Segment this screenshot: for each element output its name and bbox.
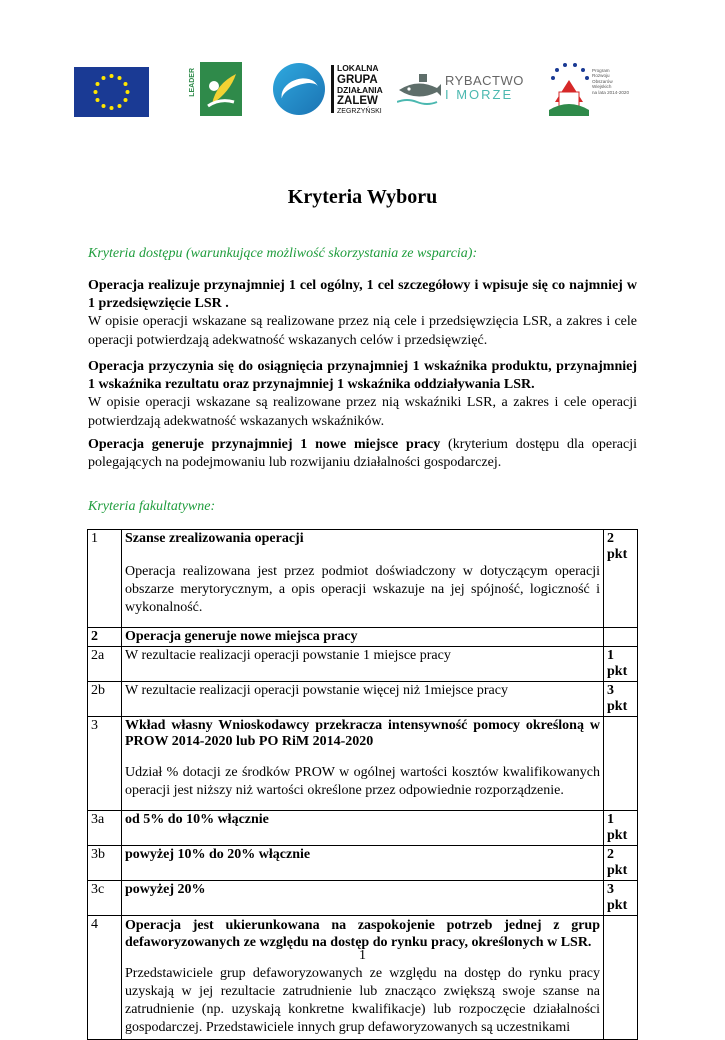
lgd-wave-icon <box>273 63 325 115</box>
prow-line3: Obszarów <box>592 78 613 84</box>
access-criterion-3-title: Operacja generuje przynajmniej 1 nowe miejsce pracy <box>88 437 441 452</box>
row-title: Szanse zrealizowania operacji <box>125 531 304 546</box>
row-points: 3 pkt <box>604 881 638 916</box>
row-text: powyżej 10% do 20% włącznie <box>122 846 604 881</box>
lgd-line1: LOKALNA <box>337 63 379 73</box>
row-description: Operacja realizowana jest przez podmiot doświadczony w dotyczącym operacji obszarze merytorycznym, a opis operacji wskazuje na jej spójność, logiczność i wykonalność. <box>125 564 600 615</box>
prow-line1: Program <box>592 68 610 73</box>
access-criterion-3-text: (kryterium dostępu dla operacji polegających na podejmowaniu lub rozwijaniu działalności gospodarczej. <box>88 437 637 471</box>
row-description: Przedstawiciele grup defaworyzowanych ze względu na dostęp do rynku pracy uzyskają w jej rezultacie zatrudnienie lub znacząco zwiększą swoje szanse na zatrudnienie (np. uzyskają konkretne kwalifikacje) lub rozpoczęcie działalności gospodarczej. Przedstawiciele innych grup defaworyzowanych są uczestnikami <box>125 966 600 1035</box>
row-number: 1 <box>88 530 122 628</box>
row-number: 3a <box>88 811 122 846</box>
row-points: 3 pkt <box>604 682 638 717</box>
optional-criteria-heading: Kryteria fakultatywne: <box>88 499 216 514</box>
row-points: 2 pkt <box>604 846 638 881</box>
lgd-line2: GRUPA <box>337 73 378 86</box>
row-number: 2a <box>88 647 122 682</box>
row-number: 3c <box>88 881 122 916</box>
rybactwo-line1: RYBACTWO <box>445 73 524 88</box>
table-row <box>88 682 638 717</box>
row-points: 1 pkt <box>604 647 638 682</box>
access-criterion-2 <box>88 358 637 431</box>
leader-logo <box>190 62 242 116</box>
row-description: Udział % dotacji ze środków PROW w ogólnej wartości kosztów kwalifikowanych operacji jest niższy niż wartości określone przez odpowiednie rozporządzenie. <box>125 765 600 798</box>
table-row <box>88 717 638 811</box>
row-title: Wkład własny Wnioskodawcy przekracza intensywność pomocy określoną w PROW 2014-2020 lub PO RiM 2014-2020 <box>125 718 600 749</box>
row-number: 3b <box>88 846 122 881</box>
eu-stars-icon <box>74 67 149 117</box>
access-criterion-2-text: W opisie operacji wskazane są realizowane przez nią wskaźniki LSR, a zakres i cele operacji potwierdzają adekwatność wskazanych wskaźników. <box>88 395 637 429</box>
rybactwo-line2: I MORZE <box>445 87 514 102</box>
table-row <box>88 916 638 1040</box>
row-title: Operacja jest ukierunkowana na zaspokojenie potrzeb jednej z grup defaworyzowanych ze względu na dostęp do rynku pracy, określonych w LSR. <box>125 918 600 950</box>
access-criterion-2-title: Operacja przyczynia się do osiągnięcia przynajmniej 1 wskaźnika produktu, przynajmniej 1 wskaźnika rezultatu oraz przynajmniej 1 wskaźnika oddziaływania LSR. <box>88 359 637 393</box>
access-criterion-1-text: W opisie operacji wskazane są realizowane przez nią cele i przedsięwzięcia LSR, a zakres i cele operacji potwierdzają adekwatność wskazanych celów i przedsięwzięć. <box>88 314 637 348</box>
table-row <box>88 846 638 881</box>
access-criterion-1 <box>88 277 637 350</box>
row-text: powyżej 20% <box>122 881 604 916</box>
row-number: 2b <box>88 682 122 717</box>
row-points: 1 pkt <box>604 811 638 846</box>
rybactwo-logo <box>397 72 527 108</box>
row-text: W rezultacie realizacji operacji powstanie więcej niż 1miejsce pracy <box>122 682 604 717</box>
row-text: W rezultacie realizacji operacji powstanie 1 miejsce pracy <box>122 647 604 682</box>
row-number: 4 <box>88 916 122 1040</box>
fish-boat-icon <box>397 72 443 108</box>
row-number: 2 <box>88 628 122 647</box>
access-criterion-3 <box>88 436 637 472</box>
access-criterion-1-title: Operacja realizuje przynajmniej 1 cel ogólny, 1 cel szczegółowy i wpisuje się co najmniej w 1 przedsięwzięcie LSR . <box>88 278 637 312</box>
table-row <box>88 811 638 846</box>
lgd-line4: ZALEW <box>337 95 378 108</box>
row-points: 2 pkt <box>604 530 638 628</box>
leader-text: LEADER <box>189 68 196 97</box>
table-row <box>88 530 638 628</box>
eu-flag-logo <box>74 67 149 117</box>
lgd-line3: DZIAŁANIA <box>337 84 383 95</box>
table-row <box>88 881 638 916</box>
table-row <box>88 628 638 647</box>
row-text: od 5% do 10% włącznie <box>122 811 604 846</box>
page-number: 1 <box>359 948 366 963</box>
lgd-line5: ZEGRZYŃSKI <box>337 108 382 116</box>
prow-line5: na lata 2014-2020 <box>592 89 630 95</box>
logo-bar <box>0 58 725 120</box>
access-criteria-heading: Kryteria dostępu (warunkujące możliwość skorzystania ze wsparcia): <box>88 246 478 261</box>
table-row <box>88 647 638 682</box>
prow-line2: Rozwoju <box>592 73 610 79</box>
row-number: 3 <box>88 717 122 811</box>
prow-logo <box>545 58 630 118</box>
prow-house-icon <box>545 58 591 118</box>
prow-line4: Wiejskich <box>592 84 612 90</box>
row-title: Operacja generuje nowe miejsca pracy <box>122 628 604 647</box>
lgd-zalew-logo <box>273 60 383 116</box>
page-title: Kryteria Wyboru <box>287 186 438 208</box>
